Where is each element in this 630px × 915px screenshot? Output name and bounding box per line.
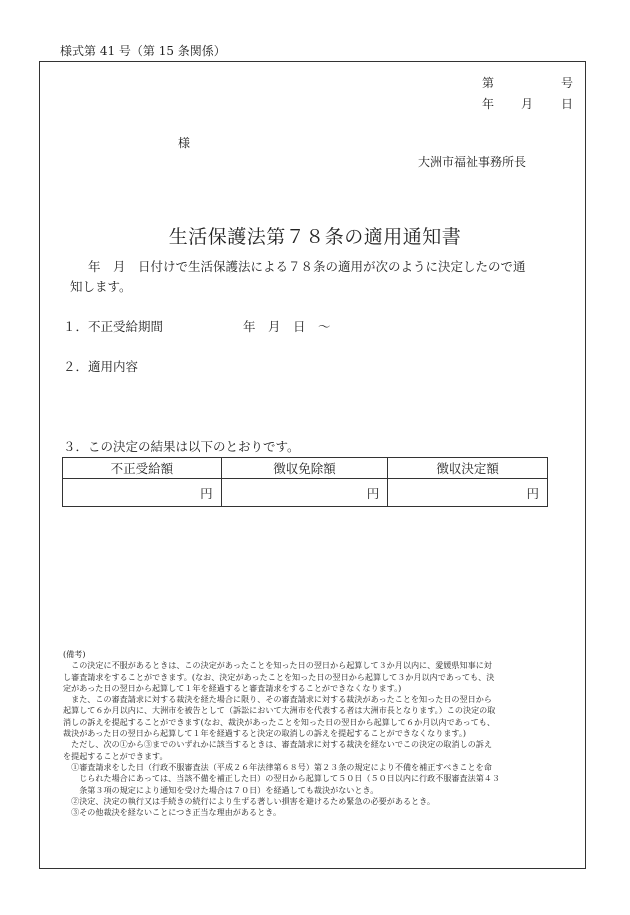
- note-line: 起算して６か月以内に、大洲市を被告として（訴訟において大洲市を代表する者は大洲市長となります。）この決定の取: [63, 705, 496, 716]
- note-line: 条第３項の規定により通知を受けた場合は７０日）を経過しても裁決がないとき。: [63, 784, 379, 795]
- notes-section: [63, 649, 563, 818]
- period-date-placeholder: 年 月 日 〜: [243, 319, 331, 334]
- note-line: ただし、次の①から③までのいずれかに該当するときは、審査請求に対する裁決を経ないでこの決定の取消しの訴え: [63, 739, 492, 750]
- note-line: この決定に不服があるときは、この決定があったことを知った日の翌日から起算して３か月以内に、愛媛県知事に対: [63, 660, 492, 671]
- note-line: また、この審査請求に対する裁決を経た場合に限り、その審査請求に対する裁決があったことを知った日の翌日から: [63, 694, 492, 705]
- addressee-honorific: 様: [178, 136, 191, 150]
- date-year: 年: [482, 97, 495, 111]
- note-line: 定があった日の翌日から起算して１年を経過すると審査請求をすることができなくなります。): [63, 682, 402, 693]
- form-number: 様式第 41 号（第 15 条関係）: [60, 44, 226, 58]
- section-3-label: ３．この決定の結果は以下のとおりです。: [63, 439, 300, 454]
- header-exempt-amount: 徴収免除額: [221, 458, 388, 479]
- number-prefix: 第: [482, 76, 495, 90]
- amount-table: [62, 457, 548, 507]
- note-line: を提起することができます。: [63, 750, 168, 761]
- document-title: 生活保護法第７８条の適用通知書: [168, 226, 462, 248]
- note-line: 消しの訴えを提起することができます(なお、裁決があったことを知った日の翌日から起算して６か月以内であっても、: [63, 716, 495, 727]
- note-line: ③その他裁決を経ないことにつき正当な理由があるとき。: [63, 807, 282, 818]
- number-suffix: 号: [561, 76, 574, 90]
- date-day: 日: [561, 97, 574, 111]
- header-fraud-amount: 不正受給額: [63, 458, 222, 479]
- issuer-name: 大洲市福祉事務所長: [418, 155, 527, 169]
- date-month: 月: [521, 97, 534, 111]
- fraud-amount-cell: 円: [63, 479, 222, 507]
- section-2-label: ２．適用内容: [63, 359, 139, 374]
- exempt-amount-cell: 円: [221, 479, 388, 507]
- header-collection-amount: 徴収決定額: [388, 458, 548, 479]
- collection-amount-cell: 円: [388, 479, 548, 507]
- note-line: (備考): [63, 649, 86, 659]
- note-line: じられた場合にあっては、当該不備を補正した日）の翌日から起算して５０日（５０日以内に行政不服審査法第４３: [63, 773, 500, 784]
- note-line: 裁決があった日の翌日から起算して１年を経過すると決定の取消しの訴えを提起することができなくなります。): [63, 728, 467, 739]
- intro-paragraph: [60, 257, 540, 297]
- note-line: し審査請求をすることができます。(なお、決定があったことを知った日の翌日から起算して３か月以内であっても、決: [63, 671, 495, 682]
- intro-line-2: 知します。: [70, 279, 132, 294]
- note-line: ②決定、決定の執行又は手続きの続行により生ずる著しい損害を避けるため緊急の必要があるとき。: [63, 795, 435, 806]
- table-row: [63, 479, 548, 507]
- intro-line-1: 年 月 日付けで生活保護法による７８条の適用が次のように決定したので通: [88, 259, 526, 274]
- section-1-label: １．不正受給期間: [63, 319, 164, 334]
- note-line: ①審査請求をした日（行政不服審査法（平成２６年法律第６８号）第２３条の規定により不備を補正すべきことを命: [63, 761, 492, 772]
- table-header-row: [63, 458, 548, 479]
